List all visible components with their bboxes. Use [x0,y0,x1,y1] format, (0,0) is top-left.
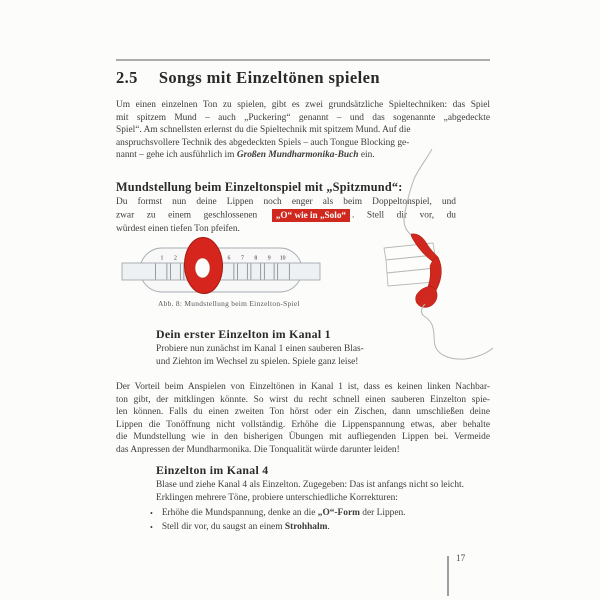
section-number: 2.5 [116,68,138,87]
kanal4-line: Blase und ziehe Kanal 4 als Einzelton. Zugegeben: Das ist anfangs nicht so leicht. [156,480,464,490]
kanal4-paragraph [156,479,464,505]
bullet-marker-icon [150,506,153,520]
vorteil-line: Lippen die Tonöffnung nicht vollständig. Erhöhe die Lippenspannung etwas, aber behalte [116,419,490,430]
kanal4-line: Erklingen mehrere Töne, probiere unterschiedliche Korrekturen: [156,493,398,504]
spitzmund-heading: Mundstellung beim Einzeltonspiel mit „Spitzmund“: [116,180,403,194]
figure-caption: Abb. 8: Mundstellung beim Einzelton-Spiel [158,299,300,308]
bullet-item [150,506,406,520]
page-number: 17 [456,553,466,563]
bullet-text-post: der Lippen. [359,508,406,518]
vorteil-line: len können. Falls du einen zweiten Ton hörst oder ein Zischen, dann umschließen deine [116,407,490,418]
hole-number: 7 [240,255,244,262]
face-profile-illustration [378,144,508,369]
vorteil-line: das Anpressen der Mundharmonika. Die Tonqualität würde darunter leiden! [116,444,400,455]
book-title-reference: Großen Mundharmonika-Buch [236,150,359,161]
bullet-text-pre: Erhöhe die Mundspannung, denke an die [161,508,318,518]
intro-line-pre: nannt – gehe ich ausführlich im [116,150,237,161]
section-divider-rule [116,59,490,61]
harmonica-figure [110,236,370,306]
hole-number: 8 [254,255,258,262]
bullet-text-bold: „O“-Form [317,508,360,518]
vorteil-line: Der Vorteil beim Anspielen von Einzeltönen in Kanal 1 ist, dass es keinen linken Nachbar- [116,382,490,392]
vorteil-paragraph [116,381,490,457]
kanal4-heading: Einzelton im Kanal 4 [156,463,269,477]
hole-number: 1 [160,255,164,262]
profile-nose-line [404,149,432,235]
highlighted-o-solo-text: „O“ wie in „Solo“ [272,209,350,222]
section-title: Songs mit Einzeltönen spielen [158,68,380,87]
intro-line: mit spitzem Mund – auch „Puckering“ genannt – und das sogenannte „abgedeckte [116,112,490,123]
spitzmund-line: würdest einen tiefen Ton pfeifen. [116,223,240,234]
section-heading [116,68,380,88]
bullet-item [150,520,406,534]
bullet-text-post: . [327,522,330,533]
profile-chin-line [421,304,493,359]
kanal1-heading: Dein erster Einzelton im Kanal 1 [156,327,331,341]
hole-number: 10 [279,255,286,262]
bullet-text-bold: Strohhalm [284,522,328,533]
korrekturen-bullet-list [150,506,406,534]
bullet-marker-icon [150,520,153,534]
intro-line: anspruchsvollere Technik des abgedeckten Spiels – auch Tongue Blocking ge- [116,137,410,148]
kanal1-paragraph [156,343,364,369]
hole-number: 6 [227,255,231,262]
kanal1-line: Probiere nun zunächst im Kanal 1 einen sauberen Blas- [156,344,364,354]
spitzmund-line: Du formst nun deine Lippen noch enger als beim Doppeltonspiel, und [116,197,456,207]
hole-number: 2 [173,255,177,262]
intro-line: Spiel“. Am schnellsten erlernst du die Spieltechnik mit spitzem Mund. Auf die [116,125,411,136]
vorteil-line: die Mundstellung wie in den bisherigen Übungen mit aufliegenden Lippen bei. Vermeide [116,432,490,443]
footer-vertical-rule [447,556,449,596]
lips-opening [195,258,210,278]
intro-line: Um einen einzelnen Ton zu spielen, gibt es zwei grundsätzliche Spieltechniken: das Spiel [116,100,490,110]
kanal1-line: und Ziehton im Wechsel zu spielen. Spiele ganz leise! [156,357,359,368]
hole-number: 9 [267,255,271,262]
spitzmund-line-pre: zwar zu einem geschlossenen [116,210,258,221]
spitzmund-line-post: . Stell dir vor, du [352,210,456,221]
vorteil-line: ton gibt, der mitklingen könnte. So wirst du recht schnell einen sauberen Einzelton spie- [116,394,490,405]
intro-line-post: ein. [358,150,375,161]
bullet-text-pre: Stell dir vor, du saugst an einem [161,522,285,533]
